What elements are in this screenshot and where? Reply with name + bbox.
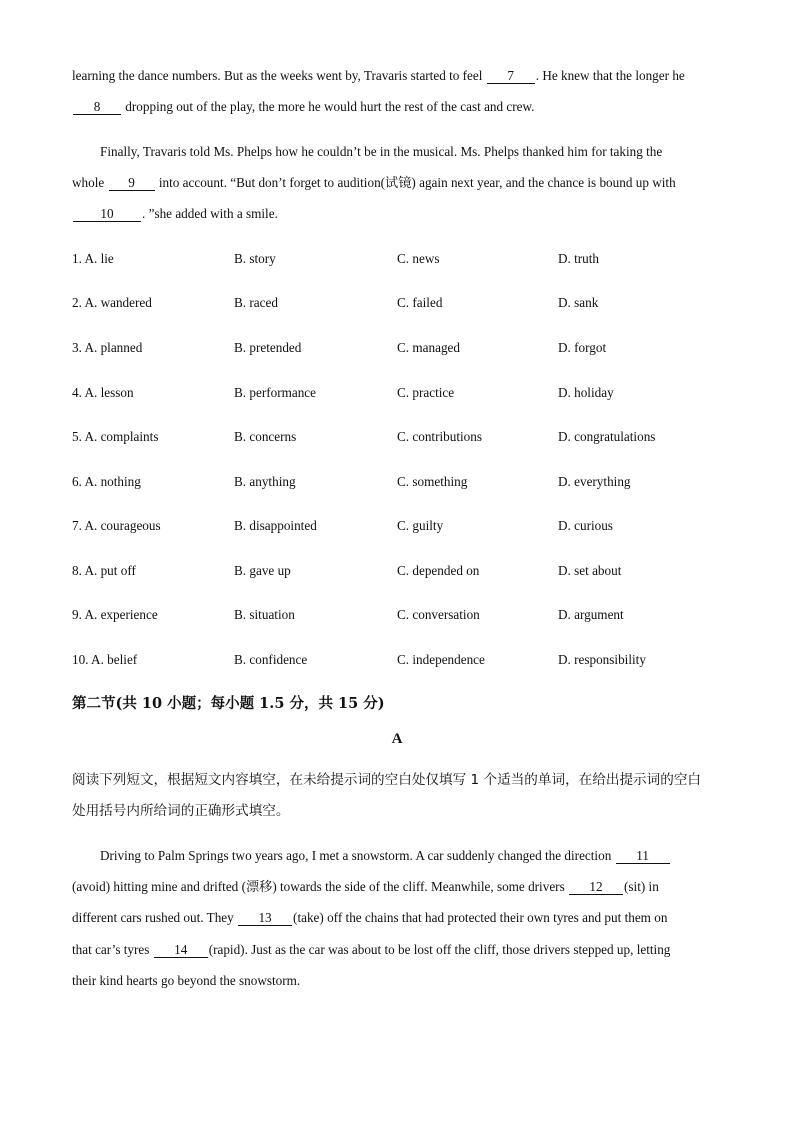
- passage2-line-2-text: (avoid) hitting mine and drifted (漂移) towards the side of the cliff. Meanwhile, some drivers: [72, 879, 565, 894]
- passage1-line-4-text: whole: [72, 175, 105, 190]
- options-row-3: [72, 339, 732, 357]
- passage2-line-2-text-after: (sit) in: [624, 879, 659, 894]
- passage2-line-1: [100, 847, 671, 865]
- blank-7: 7: [487, 68, 535, 84]
- passage1-line-1-text-after: . He knew that the longer he: [535, 68, 685, 83]
- option-3b: B. pretended: [234, 340, 302, 355]
- passage1-line-5-text: . ”she added with a smile.: [142, 206, 278, 221]
- option-2c: C. failed: [397, 295, 443, 310]
- passage1-line-2: [72, 98, 534, 116]
- option-4d: D. holiday: [558, 385, 614, 400]
- option-3d: D. forgot: [558, 340, 607, 355]
- option-9c: C. conversation: [397, 607, 480, 622]
- option-10c: C. independence: [397, 652, 485, 667]
- passage1-line-5: [72, 205, 278, 223]
- option-10a: 10. A. belief: [72, 652, 138, 667]
- passage-letter: A: [391, 731, 403, 747]
- option-10b: B. confidence: [234, 652, 308, 667]
- blank-11: 11: [616, 848, 670, 864]
- option-6c: C. something: [397, 474, 468, 489]
- passage2-line-4: [72, 941, 670, 959]
- passage1-line-4: [72, 174, 676, 192]
- passage2-line-3-text: different cars rushed out. They: [72, 910, 234, 925]
- option-5d: D. congratulations: [558, 429, 656, 444]
- option-10d: D. responsibility: [558, 652, 646, 667]
- options-row-5: [72, 428, 732, 446]
- options-row-9: [72, 606, 732, 624]
- passage2-line-1-text: Driving to Palm Springs two years ago, I met a snowstorm. A car suddenly changed the direction: [100, 848, 612, 863]
- option-9d: D. argument: [558, 607, 624, 622]
- option-1a: 1. A. lie: [72, 251, 114, 266]
- blank-13: 13: [238, 910, 292, 926]
- option-8a: 8. A. put off: [72, 563, 136, 578]
- blank-9: 9: [109, 175, 155, 191]
- passage2-line-3-text-after: (take) off the chains that had protected their own tyres and put them on: [293, 910, 668, 925]
- option-7c: C. guilty: [397, 518, 444, 533]
- option-8d: D. set about: [558, 563, 622, 578]
- option-8c: C. depended on: [397, 563, 480, 578]
- passage1-line-2-text: dropping out of the play, the more he would hurt the rest of the cast and crew.: [125, 99, 535, 114]
- option-4c: C. practice: [397, 385, 455, 400]
- options-row-4: [72, 384, 732, 402]
- option-2a: 2. A. wandered: [72, 295, 152, 310]
- options-row-8: [72, 562, 732, 580]
- options-row-6: [72, 473, 732, 491]
- option-5b: B. concerns: [234, 429, 297, 444]
- blank-14: 14: [154, 942, 208, 958]
- passage2-line-2: [72, 878, 659, 896]
- blank-10: 10: [73, 206, 141, 222]
- passage2-line-3: [72, 909, 667, 927]
- options-row-1: [72, 250, 732, 268]
- option-6b: B. anything: [234, 474, 296, 489]
- options-row-2: [72, 294, 732, 312]
- passage2-line-4-text: that car’s tyres: [72, 942, 150, 957]
- passage1-line-1: [72, 67, 685, 85]
- option-4a: 4. A. lesson: [72, 385, 134, 400]
- option-5c: C. contributions: [397, 429, 482, 444]
- passage1-line-1-text: learning the dance numbers. But as the weeks went by, Travaris started to feel: [72, 68, 483, 83]
- option-6d: D. everything: [558, 474, 631, 489]
- options-row-10: [72, 651, 732, 669]
- option-8b: B. gave up: [234, 563, 291, 578]
- option-6a: 6. A. nothing: [72, 474, 141, 489]
- passage1-line-3-text: Finally, Travaris told Ms. Phelps how he couldn’t be in the musical. Ms. Phelps thanked him for taking the: [100, 144, 663, 159]
- passage2-line-5-text: their kind hearts go beyond the snowstorm.: [72, 973, 301, 988]
- option-3a: 3. A. planned: [72, 340, 143, 355]
- option-3c: C. managed: [397, 340, 460, 355]
- option-1b: B. story: [234, 251, 276, 266]
- option-1d: D. truth: [558, 251, 600, 266]
- blank-8: 8: [73, 99, 121, 115]
- passage2-line-5: [72, 972, 300, 990]
- section-heading: 第二节(共 10 小题；每小题 1.5 分，共 15 分): [72, 695, 385, 712]
- passage1-line-4-text-after: into account. “But don’t forget to audition(试镜) again next year, and the chance is bound up with: [158, 175, 676, 190]
- option-9a: 9. A. experience: [72, 607, 158, 622]
- option-7b: B. disappointed: [234, 518, 317, 533]
- passage1-line-3: [100, 143, 662, 161]
- option-7a: 7. A. courageous: [72, 518, 161, 533]
- instruction-line-2: 处用括号内所给词的正确形式填空。: [72, 803, 290, 819]
- instruction-line-1: 阅读下列短文，根据短文内容填空，在未给提示词的空白处仅填写 1 个适当的单词，在给出提示词的空白: [72, 772, 702, 788]
- option-2d: D. sank: [558, 295, 599, 310]
- option-1c: C. news: [397, 251, 440, 266]
- option-2b: B. raced: [234, 295, 278, 310]
- option-4b: B. performance: [234, 385, 317, 400]
- option-9b: B. situation: [234, 607, 295, 622]
- option-7d: D. curious: [558, 518, 613, 533]
- options-row-7: [72, 517, 732, 535]
- blank-12: 12: [569, 879, 623, 895]
- passage2-line-4-text-after: (rapid). Just as the car was about to be lost off the cliff, those drivers stepped up, letting: [208, 942, 671, 957]
- option-5a: 5. A. complaints: [72, 429, 159, 444]
